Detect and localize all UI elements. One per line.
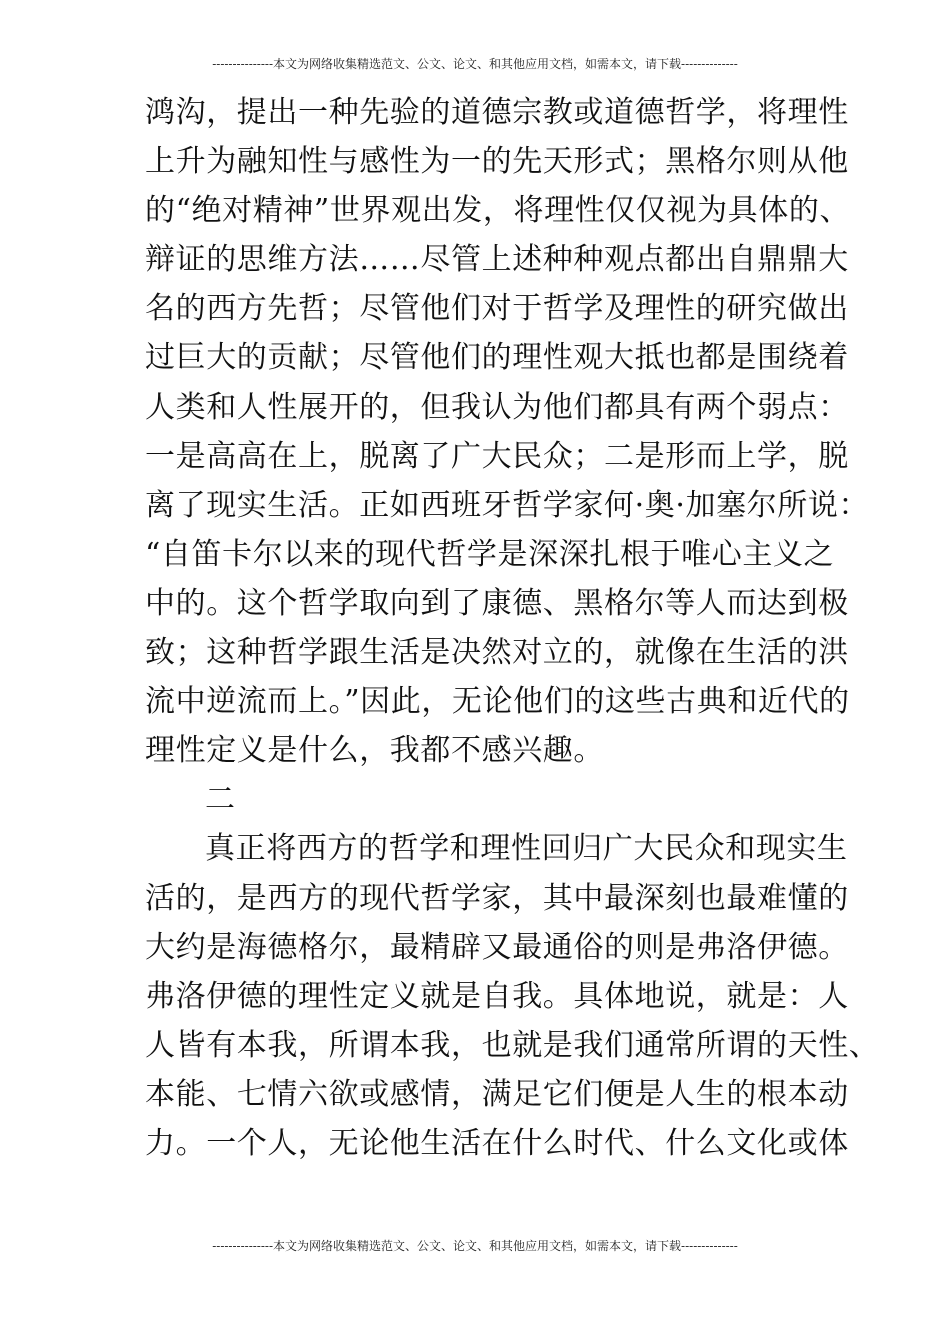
text-line: 力。一个人，无论他生活在什么时代、什么文化或体: [145, 1125, 849, 1161]
text-line: 的“绝对精神”世界观出发，将理性仅仅视为具体的、: [145, 193, 851, 229]
text-line: 大约是海德格尔，最精辟又最通俗的则是弗洛伊德。: [145, 929, 849, 965]
document-body: [145, 88, 880, 1168]
section-heading: 二: [205, 782, 236, 818]
text-line: 真正将西方的哲学和理性回归广大民众和现实生: [205, 831, 848, 867]
footer-banner: ---------------本文为网络收集精选范文、公文、论文、和其他应用文档，如需本文，请下载--------------: [212, 1239, 738, 1253]
text-line: “自笛卡尔以来的现代哲学是深深扎根于唯心主义之: [145, 536, 835, 572]
text-line: 理性定义是什么，我都不感兴趣。: [145, 733, 604, 769]
text-line: 致；这种哲学跟生活是决然对立的，就像在生活的洪: [145, 635, 849, 671]
text-line: 人类和人性展开的，但我认为他们都具有两个弱点：: [145, 389, 849, 425]
text-line: 名的西方先哲；尽管他们对于哲学及理性的研究做出: [145, 291, 849, 327]
text-line: 辩证的思维方法……尽管上述种种观点都出自鼎鼎大: [145, 242, 849, 278]
text-line: 本能、七情六欲或感情，满足它们便是人生的根本动: [145, 1076, 849, 1112]
text-line: 过巨大的贡献；尽管他们的理性观大抵也都是围绕着: [145, 340, 849, 376]
text-line: 人皆有本我，所谓本我，也就是我们通常所谓的天性、: [145, 1027, 880, 1063]
text-line: 离了现实生活。正如西班牙哲学家何·奥·加塞尔所说：: [145, 487, 870, 523]
text-line: 一是高高在上，脱离了广大民众；二是形而上学，脱: [145, 438, 849, 474]
text-line: 鸿沟，提出一种先验的道德宗教或道德哲学，将理性: [145, 95, 849, 130]
text-line: 活的，是西方的现代哲学家，其中最深刻也最难懂的: [145, 880, 849, 916]
header-banner: ---------------本文为网络收集精选范文、公文、论文、和其他应用文档，如需本文，请下载--------------: [212, 57, 738, 71]
text-line: 弗洛伊德的理性定义就是自我。具体地说，就是：人: [145, 978, 849, 1014]
text-line: 中的。这个哲学取向到了康德、黑格尔等人而达到极: [145, 585, 849, 621]
text-line: 流中逆流而上。”因此，无论他们的这些古典和近代的: [145, 684, 850, 720]
text-line: 上升为融知性与感性为一的先天形式；黑格尔则从他: [145, 144, 849, 180]
